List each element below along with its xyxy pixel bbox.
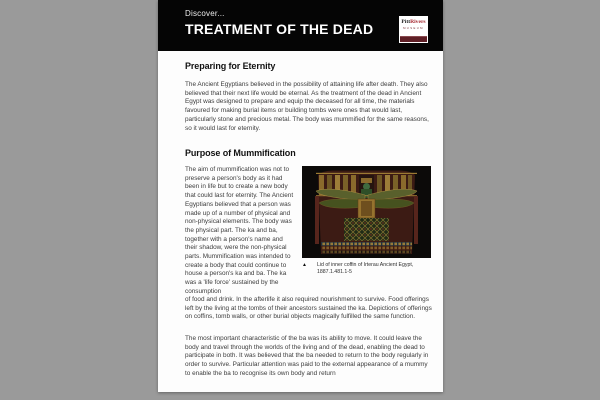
logo-wordmark bbox=[399, 18, 428, 26]
leaflet-page bbox=[158, 0, 443, 392]
coffin-figure bbox=[302, 166, 431, 275]
caption-text: Lid of inner coffin of Irterau Ancient Egypt, 1887.1.481.1-5 bbox=[317, 262, 414, 275]
logo-word-rivers: Rivers bbox=[410, 19, 426, 25]
paragraph-ba-mobility: The most important characteristic of the ba was its ability to move. It could leave the body and travel through the worlds of the living and of the dead, enabling the dead to participate in both. It was believed that the ba needed to return to the body regularly in order to survive. Particular attention was paid to the external appearance of a mummy to enable the ba to recognise its own body and return bbox=[185, 335, 429, 377]
section-heading-purpose-of-mummification: Purpose of Mummification bbox=[185, 148, 296, 158]
page-title: TREATMENT OF THE DEAD bbox=[185, 21, 374, 37]
paragraph-preparing: The Ancient Egyptians believed in the possibility of attaining life after death. They also believed that their next life would be eternal. As the treatment of the dead in Ancient Egypt was designed to prepare and equip the deceased for all time, the materials favoured for making burial items or building tombs were ones that would last, particularly stone and precious metal. The body was mummified for the same reasons, so it would last for eternity. bbox=[185, 81, 429, 132]
caption-triangle-icon: ▲ bbox=[302, 262, 307, 268]
paragraph-purpose-continued: of food and drink. In the afterlife it also required nourishment to survive. Food offerings left by the living at the tombs of their ancestors sustained the ka. Depictions of offerings on coffins, tomb walls, or other burial objects magically fulfilled the same function. bbox=[185, 296, 432, 321]
header-kicker: Discover... bbox=[185, 9, 225, 18]
section-heading-preparing-for-eternity: Preparing for Eternity bbox=[185, 61, 276, 71]
leaflet-header bbox=[158, 0, 443, 51]
logo-museum-label: MUSEUM bbox=[403, 26, 424, 30]
coffin-photo bbox=[302, 166, 431, 258]
logo-word-pitt: Pitt bbox=[401, 19, 411, 25]
logo-strip bbox=[400, 36, 427, 42]
paragraph-purpose-column: The aim of mummification was not to preserve a person's body as it had been in life but to create a new body that could last for eternity. The Ancient Egyptians believed that a person was made up of a number of physical and non-physical elements. The body was the physical part. The ka and ba, together with a person's name and their shadow, were the non-physical parts. Mummification was intended to create a body that could continue to house a person's ka and ba. The ka was a 'life force' sustained by the consumption bbox=[185, 166, 294, 295]
pitt-rivers-logo bbox=[399, 16, 428, 43]
coffin-caption bbox=[302, 262, 431, 275]
